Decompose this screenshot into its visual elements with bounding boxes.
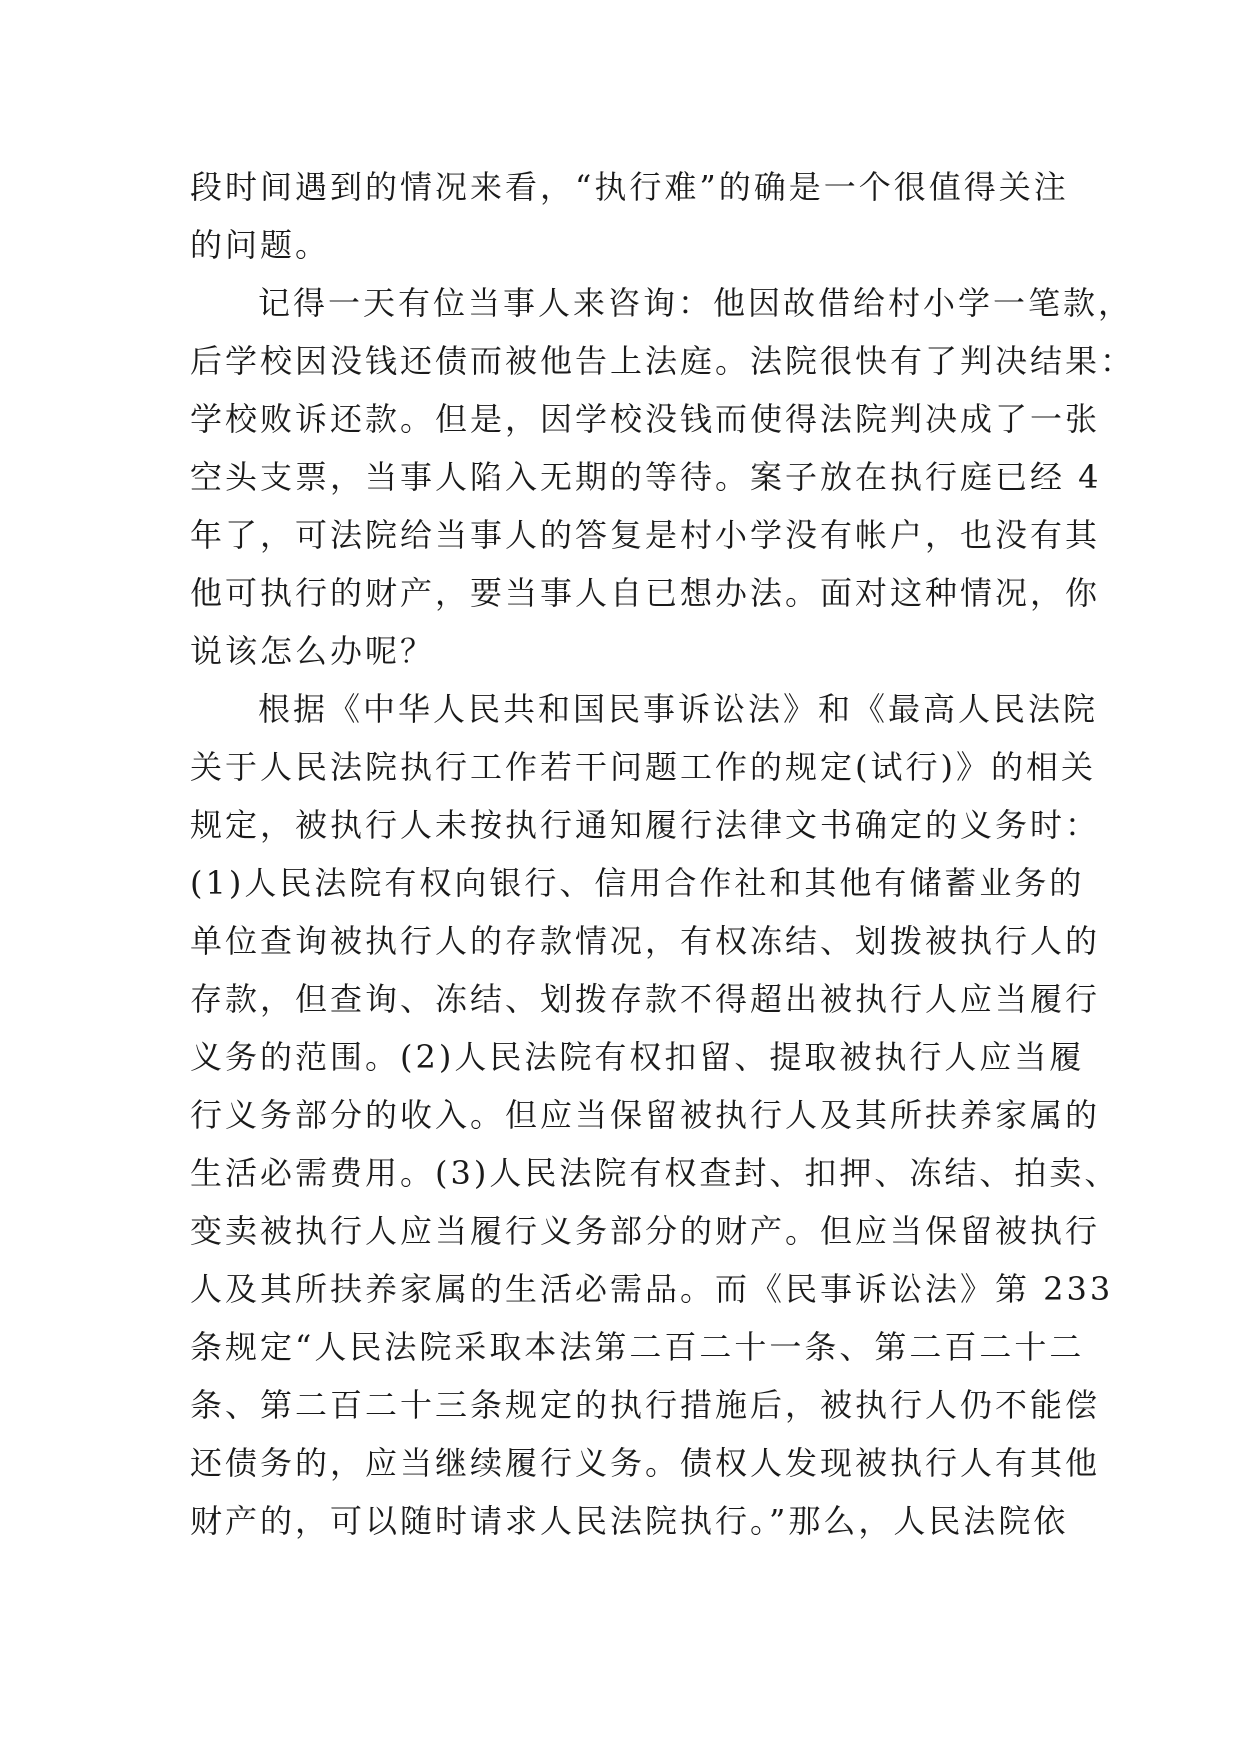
text-line: 学校败诉还款。但是，因学校没钱而使得法院判决成了一张 bbox=[190, 400, 1101, 438]
body-text bbox=[190, 158, 1136, 1550]
text-line: (1)人民法院有权向银行、信用合作社和其他有储蓄业务的 bbox=[190, 864, 1085, 902]
text-line: 规定，被执行人未按执行通知履行法律文书确定的义务时： bbox=[190, 806, 1101, 844]
text-line: 条、第二百二十三条规定的执行措施后，被执行人仍不能偿 bbox=[190, 1386, 1101, 1424]
text-line: 变卖被执行人应当履行义务部分的财产。但应当保留被执行 bbox=[190, 1212, 1101, 1250]
text-line: 关于人民法院执行工作若干问题工作的规定(试行)》的相关 bbox=[190, 748, 1096, 786]
text-line: 后学校因没钱还债而被他告上法庭。法院很快有了判决结果： bbox=[190, 342, 1136, 380]
text-line: 段时间遇到的情况来看，“执行难”的确是一个很值得关注 bbox=[190, 168, 1069, 206]
text-line: 他可执行的财产，要当事人自已想办法。面对这种情况，你 bbox=[190, 574, 1101, 612]
text-line: 空头支票，当事人陷入无期的等待。案子放在执行庭已经 4 bbox=[190, 458, 1102, 496]
text-line: 人及其所扶养家属的生活必需品。而《民事诉讼法》第 233 bbox=[190, 1270, 1114, 1308]
text-line: 义务的范围。(2)人民法院有权扣留、提取被执行人应当履 bbox=[190, 1038, 1085, 1076]
text-line: 财产的，可以随时请求人民法院执行。”那么，人民法院依 bbox=[190, 1502, 1069, 1540]
text-line: 行义务部分的收入。但应当保留被执行人及其所扶养家属的 bbox=[190, 1096, 1101, 1134]
paragraph-start-line: 根据《中华人民共和国民事诉讼法》和《最高人民法院 bbox=[258, 690, 1099, 728]
text-line: 生活必需费用。(3)人民法院有权查封、扣押、冻结、拍卖、 bbox=[190, 1154, 1120, 1192]
text-line: 还债务的，应当继续履行义务。债权人发现被执行人有其他 bbox=[190, 1444, 1101, 1482]
text-line: 条规定“人民法院采取本法第二百二十一条、第二百二十二 bbox=[190, 1328, 1085, 1366]
paragraph-start-line: 记得一天有位当事人来咨询：他因故借给村小学一笔款， bbox=[258, 284, 1134, 322]
text-line: 单位查询被执行人的存款情况，有权冻结、划拨被执行人的 bbox=[190, 922, 1101, 960]
text-line: 说该怎么办呢？ bbox=[190, 632, 436, 670]
text-line: 年了，可法院给当事人的答复是村小学没有帐户，也没有其 bbox=[190, 516, 1101, 554]
text-line: 存款，但查询、冻结、划拨存款不得超出被执行人应当履行 bbox=[190, 980, 1101, 1018]
text-line: 的问题。 bbox=[190, 226, 331, 264]
